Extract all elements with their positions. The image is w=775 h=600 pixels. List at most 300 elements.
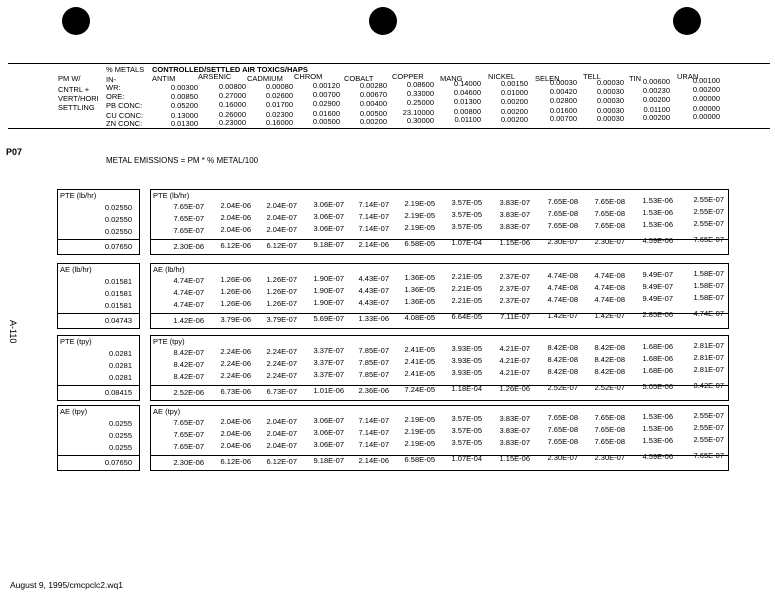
- metal-emissions-label: AE (lb/hr): [153, 265, 185, 274]
- metal-percent-value: 0.00000: [692, 104, 720, 114]
- emission-total: 7.11E-07: [500, 311, 530, 321]
- emission-total: 8.42E-07: [693, 381, 724, 391]
- emission-value: 7.65E-07: [173, 214, 204, 223]
- metal-percent-value: 0.13000: [170, 111, 198, 120]
- emission-value: 2.04E-06: [220, 429, 251, 439]
- emission-value: 1.53E-06: [642, 436, 673, 445]
- metal-percent-value: 0.00030: [596, 105, 624, 115]
- metal-emissions-box: [150, 263, 729, 329]
- pm-rate-value: 0.02550: [104, 203, 132, 212]
- emission-total: 4.74E-07: [693, 309, 724, 319]
- emission-value: 7.65E-07: [173, 442, 204, 451]
- metal-percent-value: 0.26000: [218, 110, 246, 120]
- emission-total: 2.52E-07: [547, 383, 578, 393]
- emission-total: 2.14E-06: [358, 239, 389, 249]
- header-row-label: CNTRL +: [58, 85, 90, 94]
- emission-value: 9.49E-07: [642, 294, 673, 303]
- emission-value: 2.37E-07: [499, 283, 530, 293]
- emission-value: 8.42E-07: [173, 372, 204, 381]
- pm-rate-label: AE (lb/hr): [60, 265, 92, 274]
- emission-value: 2.24E-07: [266, 346, 297, 356]
- emission-value: 4.43E-07: [358, 273, 389, 283]
- emission-value: 7.85E-07: [358, 369, 389, 379]
- emission-value: 2.41E-05: [404, 345, 435, 354]
- emission-total: 6.73E-07: [266, 386, 297, 396]
- emission-value: 3.83E-07: [499, 221, 530, 231]
- emission-value: 2.37E-07: [499, 295, 530, 305]
- emission-value: 2.04E-07: [266, 200, 297, 210]
- emission-total: 1.18E-04: [451, 384, 482, 394]
- emission-value: 3.93E-05: [451, 368, 482, 378]
- emission-value: 8.42E-08: [547, 367, 578, 377]
- emission-total: 4.08E-05: [404, 313, 435, 322]
- metal-percent-value: 0.00200: [359, 116, 387, 126]
- pm-rate-value: 0.02550: [104, 227, 132, 236]
- emission-value: 2.81E-07: [693, 341, 724, 351]
- emission-value: 3.83E-07: [499, 425, 530, 435]
- pm-rate-box: [57, 335, 140, 401]
- metal-column-header: COPPER: [392, 72, 424, 81]
- emission-total: 2.30E-06: [173, 458, 204, 467]
- emission-value: 3.57E-05: [451, 222, 482, 232]
- emission-value: 2.19E-05: [404, 223, 435, 232]
- total-rule: [58, 239, 139, 240]
- metal-percent-value: 0.00030: [596, 95, 624, 105]
- metal-column-header: TIN: [629, 74, 642, 83]
- emission-value: 2.04E-07: [266, 212, 297, 222]
- metal-percent-value: 0.00280: [359, 80, 387, 90]
- emission-value: 3.06E-07: [313, 428, 344, 438]
- pm-rate-value: 0.0281: [109, 349, 132, 358]
- emission-value: 7.65E-08: [594, 436, 625, 446]
- pm-rate-value: 0.02550: [104, 215, 132, 224]
- pm-rate-total: 0.07650: [104, 242, 132, 251]
- emission-total: 7.65E-07: [693, 235, 724, 245]
- emission-value: 2.04E-07: [266, 428, 297, 438]
- emission-value: 1.53E-06: [642, 208, 673, 217]
- header-bottom-rule: [8, 128, 770, 129]
- metals-percent-label: % METALS: [106, 65, 145, 74]
- header-sub-label: CU CONC:: [106, 111, 144, 120]
- pm-rate-box: [57, 189, 140, 255]
- emission-value: 4.74E-07: [173, 276, 204, 285]
- metal-percent-value: 0.16000: [265, 117, 293, 127]
- metal-column-header: URAN: [677, 72, 699, 81]
- metal-percent-value: 0.30000: [406, 116, 434, 125]
- emission-value: 1.36E-05: [404, 297, 435, 306]
- metal-emissions-box: [150, 335, 729, 401]
- emission-value: 2.55E-07: [693, 207, 724, 217]
- emission-value: 2.19E-05: [404, 199, 435, 208]
- emission-value: 7.14E-07: [358, 415, 389, 425]
- emission-value: 3.06E-07: [313, 440, 344, 450]
- metal-percent-value: 0.27000: [218, 91, 246, 101]
- emission-value: 2.55E-07: [693, 195, 724, 205]
- metal-percent-value: 0.00200: [642, 95, 670, 104]
- emission-value: 2.24E-06: [220, 371, 251, 381]
- emission-value: 3.83E-07: [499, 437, 530, 447]
- emission-total: 1.26E-06: [499, 383, 530, 393]
- emission-value: 1.68E-06: [642, 342, 673, 351]
- emission-value: 1.26E-07: [266, 286, 297, 296]
- emission-total: 6.12E-06: [220, 241, 251, 251]
- emission-total: 2.30E-06: [173, 242, 204, 251]
- emission-total: 2.30E-07: [594, 236, 625, 246]
- metal-percent-value: 0.01600: [312, 109, 340, 119]
- metal-column-header: SELEN: [535, 74, 560, 83]
- emission-value: 1.90E-07: [313, 274, 344, 284]
- emission-total: 5.69E-07: [313, 314, 344, 324]
- metal-percent-value: 0.04600: [453, 88, 481, 98]
- emission-total: 3.79E-07: [266, 314, 297, 324]
- metal-percent-value: 0.02600: [265, 90, 293, 100]
- emission-value: 1.53E-06: [642, 196, 673, 205]
- emission-value: 1.26E-06: [220, 275, 251, 285]
- metal-percent-value: 0.00800: [218, 82, 246, 92]
- emission-value: 2.19E-05: [404, 415, 435, 424]
- metal-percent-value: 0.00030: [549, 78, 577, 88]
- metal-percent-value: 0.00200: [500, 106, 528, 116]
- metal-percent-value: 0.01300: [170, 119, 198, 128]
- total-rule: [58, 385, 139, 386]
- emission-total: 1.15E-06: [499, 237, 530, 247]
- metal-column-header: TELL: [583, 72, 601, 81]
- emission-value: 2.19E-05: [404, 439, 435, 448]
- metal-percent-value: 0.00030: [596, 86, 624, 96]
- emission-value: 2.81E-07: [693, 353, 724, 363]
- emission-total: 5.05E-06: [642, 382, 673, 391]
- emission-value: 1.68E-06: [642, 366, 673, 375]
- emission-value: 3.06E-07: [313, 200, 344, 210]
- emission-total: 6.73E-06: [220, 387, 251, 397]
- emission-total: 3.79E-06: [220, 315, 251, 325]
- emission-value: 2.37E-07: [499, 271, 530, 281]
- emission-value: 7.14E-07: [358, 223, 389, 233]
- emission-value: 7.65E-08: [594, 412, 625, 422]
- total-rule: [58, 313, 139, 314]
- emission-value: 4.43E-07: [358, 285, 389, 295]
- emission-value: 1.36E-05: [404, 285, 435, 294]
- metal-percent-value: 0.01600: [549, 106, 577, 116]
- emission-value: 1.58E-07: [693, 269, 724, 279]
- emission-total: 7.65E-07: [693, 451, 724, 461]
- metal-percent-value: 0.23000: [218, 118, 246, 128]
- metal-percent-value: 0.00000: [692, 112, 720, 122]
- emission-value: 3.06E-07: [313, 416, 344, 426]
- metal-emissions-label: PTE (lb/hr): [153, 191, 190, 200]
- emission-value: 7.65E-08: [547, 413, 578, 423]
- metal-percent-value: 0.00200: [500, 114, 528, 124]
- binder-hole-left: [62, 7, 90, 35]
- metal-percent-value: 0.00850: [170, 92, 198, 101]
- emission-value: 8.42E-07: [173, 360, 204, 369]
- metal-percent-value: 0.00100: [692, 76, 720, 86]
- emission-value: 1.26E-07: [266, 274, 297, 284]
- emission-value: 1.53E-06: [642, 220, 673, 229]
- pm-rate-value: 0.01581: [104, 289, 132, 298]
- emission-value: 7.85E-07: [358, 357, 389, 367]
- metal-percent-value: 0.00420: [549, 87, 577, 97]
- formula-text: METAL EMISSIONS = PM * % METAL/100: [106, 156, 259, 165]
- metal-column-header: CADMIUM: [247, 74, 283, 83]
- emission-value: 7.65E-08: [547, 437, 578, 447]
- metal-percent-value: 0.16000: [218, 100, 246, 110]
- header-top-rule: [8, 63, 770, 64]
- emission-value: 3.93E-05: [451, 344, 482, 354]
- metal-percent-value: 0.00200: [692, 85, 720, 95]
- emission-value: 3.83E-07: [499, 413, 530, 423]
- emission-value: 1.53E-06: [642, 424, 673, 433]
- emission-total: 1.07E-04: [451, 454, 482, 464]
- metal-column-header: COBALT: [344, 74, 374, 83]
- emission-value: 8.42E-07: [173, 348, 204, 357]
- metal-percent-value: 0.01100: [643, 105, 670, 114]
- emission-value: 3.57E-05: [451, 426, 482, 436]
- emission-value: 3.06E-07: [313, 224, 344, 234]
- emission-value: 4.43E-07: [358, 297, 389, 307]
- emission-value: 4.74E-08: [547, 295, 578, 305]
- emission-value: 2.19E-05: [404, 211, 435, 220]
- metal-percent-value: 0.00000: [692, 94, 720, 104]
- metal-column-header: MANG: [440, 74, 463, 83]
- emission-value: 2.04E-07: [266, 440, 297, 450]
- pm-rate-label: AE (tpy): [60, 407, 88, 416]
- emission-total: 6.12E-06: [220, 457, 251, 467]
- emission-total: 2.30E-07: [594, 452, 625, 462]
- pm-rate-value: 0.0255: [109, 419, 132, 428]
- header-row-label: PM W/: [58, 74, 81, 83]
- emission-value: 3.37E-07: [313, 358, 344, 368]
- emission-total: 1.15E-06: [499, 453, 530, 463]
- metal-percent-value: 0.00500: [312, 117, 340, 127]
- metal-percent-value: 23.10000: [402, 108, 434, 117]
- metal-emissions-box: [150, 189, 729, 255]
- metal-column-header: CHROM: [294, 72, 323, 81]
- emission-value: 2.41E-05: [404, 369, 435, 378]
- metal-percent-value: 0.00800: [453, 107, 481, 117]
- emission-total: 2.52E-06: [173, 388, 204, 397]
- emission-value: 2.04E-06: [220, 417, 251, 427]
- emission-total: 4.59E-06: [642, 452, 673, 461]
- binder-hole-center: [369, 7, 397, 35]
- emission-value: 2.24E-07: [266, 358, 297, 368]
- emission-value: 1.90E-07: [313, 298, 344, 308]
- metal-percent-value: 0.01700: [265, 99, 293, 109]
- header-sub-label: PB CONC:: [106, 101, 143, 110]
- metal-emissions-label: AE (tpy): [153, 407, 181, 416]
- metal-percent-value: 0.00030: [596, 113, 624, 123]
- emission-total: 2.52E-07: [594, 382, 625, 392]
- metal-percent-value: 0.33000: [406, 89, 434, 98]
- emission-value: 7.14E-07: [358, 427, 389, 437]
- emission-total: 6.58E-05: [404, 455, 435, 464]
- metal-percent-value: 0.14000: [453, 79, 481, 89]
- emission-value: 4.21E-07: [499, 355, 530, 365]
- metal-percent-value: 0.00200: [642, 113, 670, 122]
- metal-percent-value: 0.01100: [454, 115, 481, 125]
- emission-value: 4.74E-08: [547, 271, 578, 281]
- metal-percent-value: 0.00230: [642, 86, 670, 95]
- emission-value: 2.24E-06: [220, 359, 251, 369]
- emission-value: 4.21E-07: [499, 343, 530, 353]
- emission-total: 7.24E-05: [404, 385, 435, 394]
- pm-rate-value: 0.0281: [109, 361, 132, 370]
- emission-total: 1.33E-06: [358, 313, 389, 323]
- metal-column-header: ARSENIC: [198, 72, 232, 81]
- emission-value: 7.14E-07: [358, 211, 389, 221]
- metal-percent-value: 0.02300: [265, 109, 293, 119]
- pm-rate-total: 0.04743: [104, 316, 132, 325]
- emission-value: 1.90E-07: [313, 286, 344, 296]
- emission-value: 7.65E-08: [594, 208, 625, 218]
- emission-value: 1.68E-06: [642, 354, 673, 363]
- emission-value: 8.42E-08: [547, 343, 578, 353]
- metal-percent-value: 0.08600: [406, 80, 434, 89]
- emission-value: 7.65E-08: [547, 425, 578, 435]
- emission-value: 2.21E-05: [451, 296, 482, 306]
- emission-total: 6.12E-07: [266, 240, 297, 250]
- emission-value: 7.65E-08: [594, 424, 625, 434]
- emission-value: 8.42E-08: [547, 355, 578, 365]
- emission-value: 2.04E-07: [266, 416, 297, 426]
- emission-value: 8.42E-08: [594, 342, 625, 352]
- header-title: CONTROLLED/SETTLED AIR TOXICS/HAPS: [152, 65, 308, 74]
- emission-value: 7.65E-08: [547, 209, 578, 219]
- footer-text: August 9, 1995/cmcpclc2.wq1: [10, 580, 123, 590]
- side-page-number: A-110: [8, 320, 18, 344]
- metal-emissions-box: [150, 405, 729, 471]
- emission-value: 2.41E-05: [404, 357, 435, 366]
- emission-value: 4.74E-08: [594, 282, 625, 292]
- pm-rate-box: [57, 263, 140, 329]
- metal-percent-value: 0.01000: [500, 87, 528, 97]
- emission-value: 2.24E-07: [266, 370, 297, 380]
- metal-percent-value: 0.05200: [170, 101, 198, 110]
- emission-value: 1.53E-06: [642, 412, 673, 421]
- emission-total: 2.30E-07: [547, 453, 578, 463]
- metal-percent-value: 0.00600: [642, 77, 670, 86]
- emission-value: 2.21E-05: [451, 284, 482, 294]
- emission-total: 1.42E-06: [173, 316, 204, 325]
- emission-value: 3.57E-05: [451, 198, 482, 208]
- emission-value: 2.55E-07: [693, 435, 724, 445]
- emission-value: 1.26E-06: [220, 299, 251, 309]
- binder-hole-right: [673, 7, 701, 35]
- pm-rate-value: 0.01581: [104, 301, 132, 310]
- emission-value: 7.14E-07: [358, 199, 389, 209]
- emission-total: 2.36E-06: [358, 385, 389, 395]
- emission-value: 1.58E-07: [693, 281, 724, 291]
- emission-value: 7.65E-08: [594, 196, 625, 206]
- pm-rate-label: PTE (lb/hr): [60, 191, 97, 200]
- emission-value: 7.65E-07: [173, 430, 204, 439]
- emission-value: 2.04E-06: [220, 441, 251, 451]
- emission-value: 9.49E-07: [642, 282, 673, 291]
- header-sub-label: ORE:: [106, 92, 125, 101]
- header-sub-label: WR:: [106, 83, 121, 92]
- metal-percent-value: 0.00030: [596, 77, 624, 87]
- metal-percent-value: 0.00400: [359, 98, 387, 108]
- emission-value: 2.24E-06: [220, 347, 251, 357]
- metal-percent-value: 0.00120: [312, 81, 340, 91]
- emission-total: 1.07E-04: [451, 238, 482, 248]
- emission-value: 3.57E-05: [451, 210, 482, 220]
- emission-value: 2.04E-07: [266, 224, 297, 234]
- metal-percent-value: 0.25000: [406, 98, 434, 107]
- metal-percent-value: 0.00080: [265, 81, 293, 91]
- pm-rate-label: PTE (tpy): [60, 337, 92, 346]
- emission-value: 3.83E-07: [499, 209, 530, 219]
- metal-percent-value: 0.00300: [170, 83, 198, 92]
- emission-value: 3.06E-07: [313, 212, 344, 222]
- header-sub-label: IN-: [106, 75, 116, 84]
- header-row-label: VERT/HORI: [58, 94, 99, 103]
- metal-percent-value: 0.00200: [500, 96, 528, 106]
- pm-rate-box: [57, 405, 140, 471]
- emission-value: 1.58E-07: [693, 293, 724, 303]
- emission-value: 2.55E-07: [693, 219, 724, 229]
- emission-value: 8.42E-08: [594, 354, 625, 364]
- metal-percent-value: 0.00700: [312, 90, 340, 100]
- section-id: P07: [6, 147, 23, 157]
- emission-value: 4.74E-07: [173, 300, 204, 309]
- emission-value: 7.65E-08: [594, 220, 625, 230]
- header-sub-label: ZN CONC:: [106, 119, 143, 128]
- emission-value: 1.26E-07: [266, 298, 297, 308]
- emission-value: 2.21E-05: [451, 272, 482, 282]
- emission-total: 6.12E-07: [266, 456, 297, 466]
- metal-percent-value: 0.02800: [549, 96, 577, 106]
- emission-value: 7.85E-07: [358, 345, 389, 355]
- emission-value: 4.21E-07: [499, 367, 530, 377]
- pm-rate-value: 0.0255: [109, 443, 132, 452]
- emission-value: 3.37E-07: [313, 370, 344, 380]
- emission-value: 2.55E-07: [693, 411, 724, 421]
- emission-value: 1.36E-05: [404, 273, 435, 282]
- pm-rate-value: 0.0281: [109, 373, 132, 382]
- emission-value: 3.93E-05: [451, 356, 482, 366]
- metal-percent-value: 0.00670: [359, 89, 387, 99]
- metal-column-header: NICKEL: [488, 72, 516, 81]
- emission-value: 4.74E-08: [594, 270, 625, 280]
- emission-value: 2.19E-05: [404, 427, 435, 436]
- emission-value: 7.65E-07: [173, 202, 204, 211]
- emission-value: 3.57E-05: [451, 438, 482, 448]
- metal-emissions-label: PTE (tpy): [153, 337, 185, 346]
- emission-value: 2.04E-06: [220, 201, 251, 211]
- pm-rate-total: 0.08415: [104, 388, 132, 397]
- emission-value: 7.65E-08: [547, 221, 578, 231]
- emission-value: 3.83E-07: [499, 197, 530, 207]
- emission-value: 3.37E-07: [313, 346, 344, 356]
- emission-value: 4.74E-07: [173, 288, 204, 297]
- metal-percent-value: 0.00700: [549, 114, 577, 124]
- emission-value: 9.49E-07: [642, 270, 673, 279]
- metal-column-header: ANTIM: [152, 74, 176, 83]
- total-rule: [58, 455, 139, 456]
- emission-total: 2.30E-07: [547, 237, 578, 247]
- emission-value: 7.65E-07: [173, 226, 204, 235]
- pm-rate-value: 0.01581: [104, 277, 132, 286]
- emission-value: 8.42E-08: [594, 366, 625, 376]
- emission-value: 4.74E-08: [594, 294, 625, 304]
- emission-value: 2.81E-07: [693, 365, 724, 375]
- emission-value: 2.04E-06: [220, 225, 251, 235]
- emission-total: 1.42E-07: [547, 311, 578, 321]
- pm-rate-total: 0.07650: [104, 458, 132, 467]
- emission-total: 2.14E-06: [358, 455, 389, 465]
- metal-percent-value: 0.00150: [500, 78, 528, 88]
